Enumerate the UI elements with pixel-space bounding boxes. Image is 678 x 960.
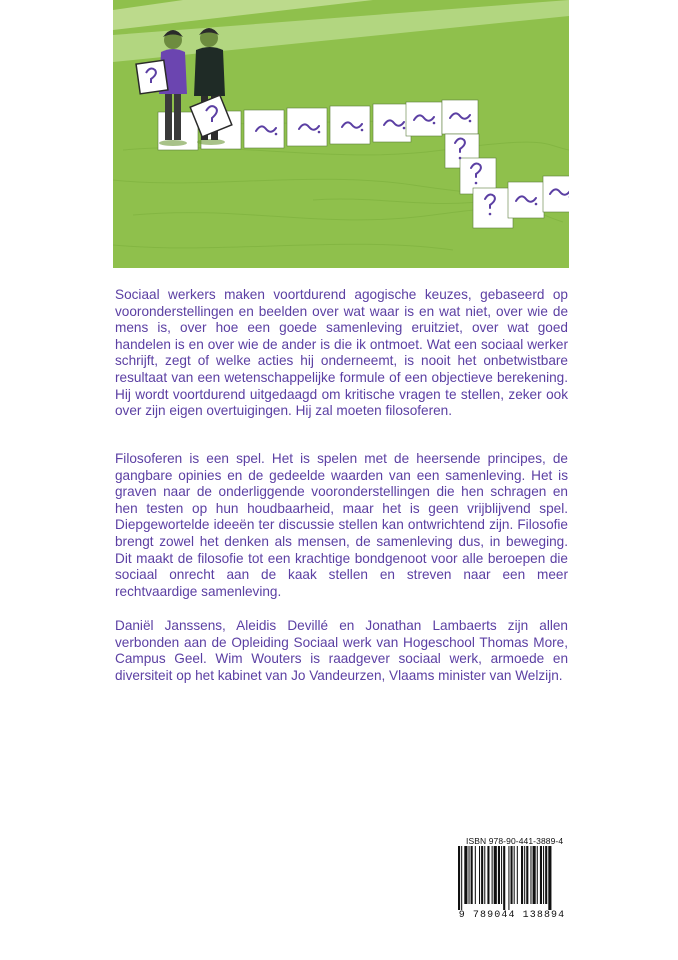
barcode-bar [545,846,547,904]
barcode-bar [540,846,542,904]
barcode-bar [484,846,485,904]
description-paragraph-2: Filosoferen is een spel. Het is spelen met de heersende principes, de gangbare opinies en de gedeelde waarden van een samenleving. Het is graven naar de onderliggende vooronderstellingen die hen schragen en hen testen op hun houdbaarheid, maar het is geen vrijblijvend spel. Diepgewortelde ideeën ter discussie stellen kan ontwrichtend zijn. Filosofie brengt zowel het denken als mensen, de samenleving dus, in beweging. Dit maakt de filosofie tot een krachtige bondgenoot voor alle beroepen die sociaal onrecht aan de kaak stellen en streven naar een meer rechtvaardige samenleving. [115,451,568,599]
barcode-bar [521,846,523,904]
barcode-bar [498,846,500,904]
barcode-bar [492,846,493,904]
barcode-bar [475,846,476,904]
barcode-bar [548,846,551,910]
barcode-bar [481,846,483,904]
isbn-label: ISBN 978-90-441-3889-4 [466,836,564,846]
barcode-bars [454,846,570,912]
barcode-bar [526,846,528,904]
question-path-illustration [113,0,569,268]
barcode-bar [537,846,538,904]
barcode-bar [508,846,509,910]
barcode-bar [517,846,518,904]
barcode-bar [464,846,467,904]
barcode-bar [511,846,513,904]
description-paragraph-1: Sociaal werkers maken voortdurend agogische keuzes, gebaseerd op vooronderstellingen en beelden over wat waar is en wat niet, over wie de mens is, over hoe een goede samenleving eruitziet, over wat goed handelen is en over wie de ander is die ik ontmoet. Wat een sociaal werker schrijft, zegt of welke acties hij onderneemt, is nooit het onbetwistbare resultaat van een wetenschappelijke formule of een objectieve berekening. Hij wordt voortdurend uitgedaagd om kritische vragen te stellen, zeker ook over zijn eigen overtuigingen. Hij zal moeten filosoferen. [115,287,568,419]
barcode-bar [458,846,460,910]
barcode-bar [514,846,515,904]
barcode-digits: 9 789044 138894 [458,910,566,921]
barcode-bar [524,846,525,904]
authors-paragraph: Daniël Janssens, Aleidis Devillé en Jonathan Lambaerts zijn allen verbonden aan de Opleiding Sociaal werk van Hogeschool Thomas More, Campus Geel. Wim Wouters is raadgever sociaal werk, armoede en diversiteit op het kabinet van Jo Vandeurzen, Vlaams minister van Welzijn. [115,618,568,683]
barcode-bar [469,846,470,904]
cover-illustration [113,0,569,268]
barcode-bar [530,846,531,904]
barcode-bar [471,846,473,904]
barcode-bar [461,846,462,910]
barcode-bar [479,846,480,904]
barcode-bar [494,846,497,904]
barcode-bar [501,846,502,904]
barcode-bar [503,846,505,910]
barcode-bar [533,846,536,904]
barcode-bar [543,846,544,904]
barcode-bar [487,846,489,904]
